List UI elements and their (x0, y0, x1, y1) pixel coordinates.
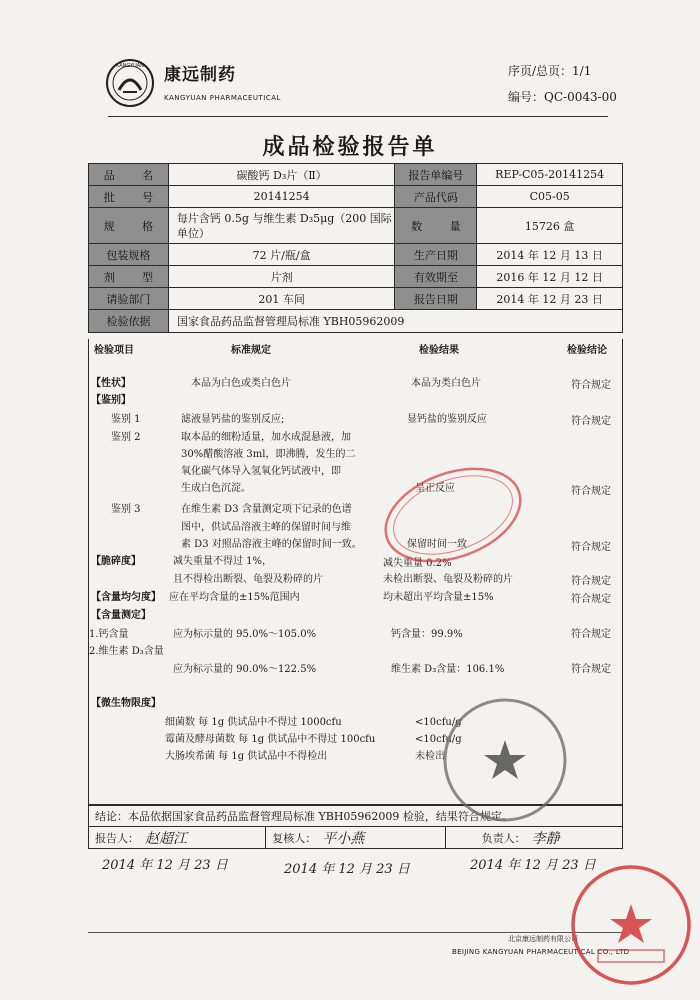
micro-heading: 【微生物限度】 (91, 698, 161, 709)
manager-cell (446, 827, 622, 848)
ecoli-result: 未检出 (415, 751, 445, 762)
expiry-value: 2016 年 12 月 12 日 (496, 270, 603, 284)
footer-company-cn: 北京康远制药有限公司 (508, 935, 578, 943)
id2-standard-line: 生成白色沉淀。 (181, 483, 251, 494)
uniformity-result: 均未超出平均含量±15% (383, 592, 494, 603)
bacteria-standard: 细菌数 每 1g 供试品中不得过 1000cfu (165, 717, 342, 728)
info-row (89, 310, 622, 332)
header-divider (108, 116, 608, 117)
quantity-label: 数 量 (395, 208, 477, 243)
uniformity-conclusion: 符合规定 (571, 594, 611, 605)
id3-result: 保留时间一致 (407, 539, 467, 550)
page-number: 序页/总页：1/1 (508, 64, 592, 78)
prod-date-label: 生产日期 (395, 244, 477, 265)
product-name-value: 碳酸钙 D₃片（Ⅱ） (169, 164, 396, 185)
manager-label: 负责人： (481, 831, 526, 845)
id3-standard-line: 图中，供试品溶液主峰的保留时间与维 (181, 522, 351, 533)
product-code-label: 产品代码 (395, 186, 477, 207)
id3-conclusion: 符合规定 (571, 542, 611, 553)
id1-result: 显钙盐的鉴别反应 (407, 414, 487, 425)
dept-value: 201 车间 (169, 288, 396, 309)
col-result-header: 检验结果 (419, 345, 459, 356)
info-table (88, 163, 623, 333)
form-value: 片剂 (169, 266, 396, 287)
company-logo (105, 58, 155, 108)
appearance-conclusion: 符合规定 (571, 380, 611, 391)
info-row (89, 164, 622, 186)
friability-conclusion: 符合规定 (571, 576, 611, 587)
info-row (89, 186, 622, 208)
appearance-heading: 【性状】 (91, 378, 131, 389)
vitd-standard: 应为标示量的 90.0%～122.5% (173, 664, 317, 675)
reviewer-date: 2014 年 12 月 23 日 (284, 862, 410, 877)
appearance-result: 本品为类白色片 (411, 378, 481, 389)
report-no-label: 报告单编号 (395, 164, 477, 185)
packing-label: 包装规格 (89, 244, 169, 265)
basis-label: 检验依据 (89, 310, 169, 332)
reviewer-label: 复核人： (272, 831, 317, 845)
mold-standard: 霉菌及酵母菌数 每 1g 供试品中不得过 100cfu (165, 734, 376, 745)
packing-value: 72 片/瓶/盒 (169, 244, 396, 265)
info-row (89, 288, 622, 310)
friability-standard-line: 减失重量不得过 1%， (173, 556, 273, 567)
assay-heading: 【含量测定】 (91, 610, 151, 621)
id1-label: 鉴别 1 (111, 414, 141, 425)
company-name-en: KANGYUAN PHARMACEUTICAL (164, 94, 281, 102)
vitd-label: 2.维生素 D₃含量 (89, 646, 164, 657)
quantity-value: 15726 盒 (524, 219, 575, 233)
document-code: 编号：QC-0043-00 (508, 90, 617, 104)
mold-result: <10cfu/g (415, 734, 462, 745)
id2-standard-line: 取本品的细粉适量，加水成混悬液，加 (181, 432, 351, 443)
uniformity-standard: 应在平均含量的±15%范围内 (169, 592, 300, 603)
reporter-cell (89, 827, 266, 848)
document-title: 成品检验报告单 (262, 135, 438, 160)
id3-label: 鉴别 3 (111, 504, 141, 515)
batch-value: 20141254 (169, 186, 396, 207)
id2-standard-line: 氧化碳气体导入氢氧化钙试液中，即 (181, 466, 341, 477)
calcium-result: 钙含量：99.9% (391, 629, 463, 640)
footer-divider (88, 932, 623, 933)
vitd-conclusion: 符合规定 (571, 664, 611, 675)
calcium-standard: 应为标示量的 95.0%～105.0% (173, 629, 317, 640)
quality-seal (568, 862, 694, 988)
form-label: 剂 型 (89, 266, 169, 287)
manager-signature: 李静 (531, 830, 560, 847)
product-code-value: C05-05 (529, 190, 570, 203)
reviewer-signature: 平小燕 (322, 830, 365, 847)
calcium-conclusion: 符合规定 (571, 629, 611, 640)
id1-standard: 滤液显钙盐的鉴别反应; (181, 414, 285, 425)
reporter-label: 报告人： (95, 831, 139, 845)
bacteria-result: <10cfu/g (415, 717, 462, 728)
results-section (88, 339, 623, 805)
appearance-standard: 本品为白色或类白色片 (191, 378, 291, 389)
basis-value: 国家食品药品监督管理局标准 YBH05962009 (177, 315, 405, 328)
product-name-label: 品 名 (89, 164, 169, 185)
report-date-label: 报告日期 (395, 288, 477, 309)
id3-standard-line: 在维生素 D3 含量测定项下记录的色谱 (181, 504, 352, 515)
info-row (89, 266, 622, 288)
uniformity-heading: 【含量均匀度】 (91, 592, 161, 603)
info-row (89, 244, 622, 266)
conclusion: 结论：本品依据国家食品药品监督管理局标准 YBH05962009 检验，结果符合规定。 (88, 805, 623, 827)
prod-date-value: 2014 年 12 月 13 日 (496, 248, 603, 262)
company-name-cn: 康远制药 (164, 65, 236, 85)
info-row (89, 208, 622, 244)
id2-standard-line: 30%醋酸溶液 3ml，即沸腾，发生的二 (181, 449, 356, 460)
spec-label: 规 格 (89, 208, 169, 243)
col-conclusion-header: 检验结论 (567, 345, 607, 356)
id3-standard-line: 素 D3 对照品溶液主峰的保留时间一致。 (181, 539, 362, 550)
dept-label: 请验部门 (89, 288, 169, 309)
col-item-header: 检验项目 (94, 345, 134, 356)
vitd-result: 维生素 D₃含量：106.1% (391, 664, 505, 675)
report-date-value: 2014 年 12 月 23 日 (496, 292, 603, 306)
identify-heading: 【鉴别】 (91, 395, 131, 406)
spec-value: 每片含钙 0.5g 与维生素 D₃5μg（200 国际单位） (169, 208, 396, 243)
friability-standard-line: 且不得检出断裂、龟裂及粉碎的片 (173, 574, 323, 585)
batch-label: 批 号 (89, 186, 169, 207)
reporter-date: 2014 年 12 月 23 日 (102, 858, 228, 873)
calcium-label: 1.钙含量 (89, 629, 129, 640)
reporter-signature: 赵超江 (145, 830, 187, 847)
expiry-label: 有效期至 (395, 266, 477, 287)
id2-label: 鉴别 2 (111, 432, 141, 443)
id1-conclusion: 符合规定 (571, 416, 611, 427)
col-standard-header: 标准规定 (231, 345, 271, 356)
id2-result: 呈正反应 (415, 483, 455, 494)
friability-result-line: 减失重量 0.2% (383, 558, 452, 569)
signature-row (88, 827, 623, 849)
ecoli-standard: 大肠埃希菌 每 1g 供试品中不得检出 (165, 751, 328, 762)
svg-text:KANGYUAN: KANGYUAN (116, 63, 144, 69)
manager-date: 2014 年 12 月 23 日 (470, 858, 596, 873)
reviewer-cell (266, 827, 445, 848)
id2-conclusion: 符合规定 (571, 486, 611, 497)
friability-heading: 【脆碎度】 (91, 556, 141, 567)
footer-company-en: BEIJING KANGYUAN PHARMACEUTICAL CO., LTD (452, 948, 630, 956)
report-no-value: REP-C05-20141254 (495, 168, 605, 181)
friability-result-line: 未检出断裂、龟裂及粉碎的片 (383, 574, 513, 585)
